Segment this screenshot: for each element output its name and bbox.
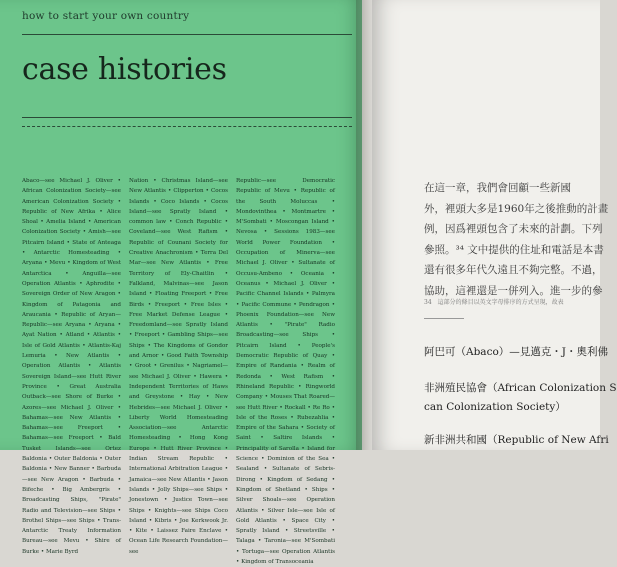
paragraph-line: 例，因爲裡頭包含了未來的計劃。下列 (424, 223, 603, 235)
paragraph-line: 協助，這裡還是一併列入。進一步的參 (424, 284, 603, 297)
index-column-1: Abaco—see Michael J. Oliver • African Colonization Society—see American Colonization Society • Republic of New Afrika • Alice Shoal • Amelia Island • American Colonization Society • Amish—see Pitcairn Island • State of Anteaga • Antarctic Homesteading • Aryana • Mevu • Kingdom of West Antarctica • Anguilla—see Operation Atlantis • Aphrodite • Sovereign Order of New Aragon • Kingdom of Patagonia and Araucania • Republic of Aryan—Republic—see Aryana • Aryana • Ayat Nation • Atland • Atlantis • Isle of Gold Atlantis • Atlantis-Kaj Lemuria • New Atlantis • Operation Atlantis • Atlantis Sovereign Island—see Hutt River Province • Great Australia Outback—see Shore of Burke • Azores—see Michael J. Oliver • Bahamas—see New Atlantis • Bahamas—see Freeport • Bahamas—see Freeport • Bald Tusket Islands—see Ortez Baldonia • Outer Baldonia • Outer Baldonia • New Banner • Barbuda—see New Aragon • Barbuda • Bifeche • Big Ambergris • Broadcasting Ships, "Pirate" Radio and Television—see Ships • Brothel Ships—see Ships • Trans-Antarctic Treaty Information Bureau—see Mevu • Shire of Burke • Marie Byrd (22, 178, 121, 555)
index-column-2: Nation • Christmas Island—see New Atlantis • Clipperton • Cocos Islands • Coco Islands • Cocos Island—see Spratly Island • common law • Conch Republic • Coveland—see West Rafism • Republic of Counani Society for Creative Anachronism • Terra Del Mar—see New Atlantis • Free Territory of Ely-Chaitlin • Falkland, Malvinas—see Jason Island • Floating Freeport • Free Birds • Freeport • Free Isles • Free Market Defense League • Freedomland—see Spratly Island • Freeport • Gambling Ships—see Ships • The Kingdoms of Gondor and Arnor • Good Faith Township • Groot • Grenilus • Nagriamel—see Michael J. Oliver • Hawera • Independent Territories of Haws and Greystone • Hay • New Hebrides—see Michael J. Oliver • Liberty World Homesteading Association—see Antarctic Homesteading • Hong Kong Europe • Hutt River Province • Indian Stream Republic • International Arbitration League • Jamaica—see New Atlantis • Jason Islands • Jolly Ships—see Ships • Jonestown • Justice Town—see Ships • Knights—see Ships Coco Island • Kibris • Joe Kerkwook Jr. • Kite • Laissez Faire Enclave • Ocean Life Research Foundation—see (129, 178, 228, 555)
paragraph-line: 外，裡頭大多是1960年之後推動的計畫 (424, 202, 609, 215)
running-head: how to start your own country (22, 10, 190, 22)
footnote: 34 這部分的條目以英文字母排序的方式呈現，故表 (424, 299, 564, 306)
body-paragraph (424, 178, 609, 301)
paragraph-line: 參照。³⁴ 文中提供的住址和電話是本書 (424, 243, 604, 256)
index-entry: 阿巴可（Abaco）—見邁克・J・奧利佛 (424, 346, 608, 358)
paragraph-line: 在這一章，我們會回顧一些新國 (424, 182, 571, 194)
index-column-3: Republic—see Democratic Republic of Mevu • Republic of the South Moluccas • Mondovinthea • Montmartre • M'Sombati • Moscongan Island • Nevosa • Sessions 1983—see World Power Foundation • Occupation of Minerva—see Michael J. Oliver • Sultanate of Occusu-Ambeno • Oceania • Oceanus • Michael J. Oliver • Pacific Channel Islands • Palmyra • Pacific Commune • Pendragon • Phoenix Foundation—see New Atlantis • "Pirate" Radio Broadcasting—see Ships • Pitcairn Island • People's Democratic Republic of Quay • Empire of Randania • Realm of Redonda • West Rafism • Rhineland Republic • Ringworld Company • Mouses That Roared—see Hutt River • Rockall • Re Ro • Isle of the Roses • Rubezahlia • Empire of the Sahara • Society of Saint • Saltire Islands • Principality of Sarolla • Island for Science • Dominion of the Sea • Sealand • Sultanate of Sebris-Dirong • Kingdom of Sedang • Kingdom of Shetland • Ships • Silver Shoals—see Operation Atlantis • Silver Isle—see Isle of Gold Atlantis • Space City • Spratly Island • Streetsville • Talaga • Taronia—see M'Sombati • Tortuga—see Operation Atlantis • Kingdom of Transoceania (236, 178, 335, 565)
index-entry: 新非洲共和國（Republic of New Afri (424, 434, 609, 446)
entries-rule (424, 318, 464, 319)
index-entry-continued: can Colonization Society） (424, 401, 566, 413)
title-rule (22, 117, 352, 118)
paragraph-line: 還有很多年代久遠且不夠完整。不過， (424, 264, 603, 276)
header-rule (22, 34, 352, 35)
right-page (372, 0, 617, 450)
chapter-title: case histories (22, 52, 227, 87)
title-dotted-rule (22, 126, 352, 127)
index-entry: 非洲殖民協會（African Colonization S (424, 382, 617, 394)
index-columns (22, 176, 354, 565)
